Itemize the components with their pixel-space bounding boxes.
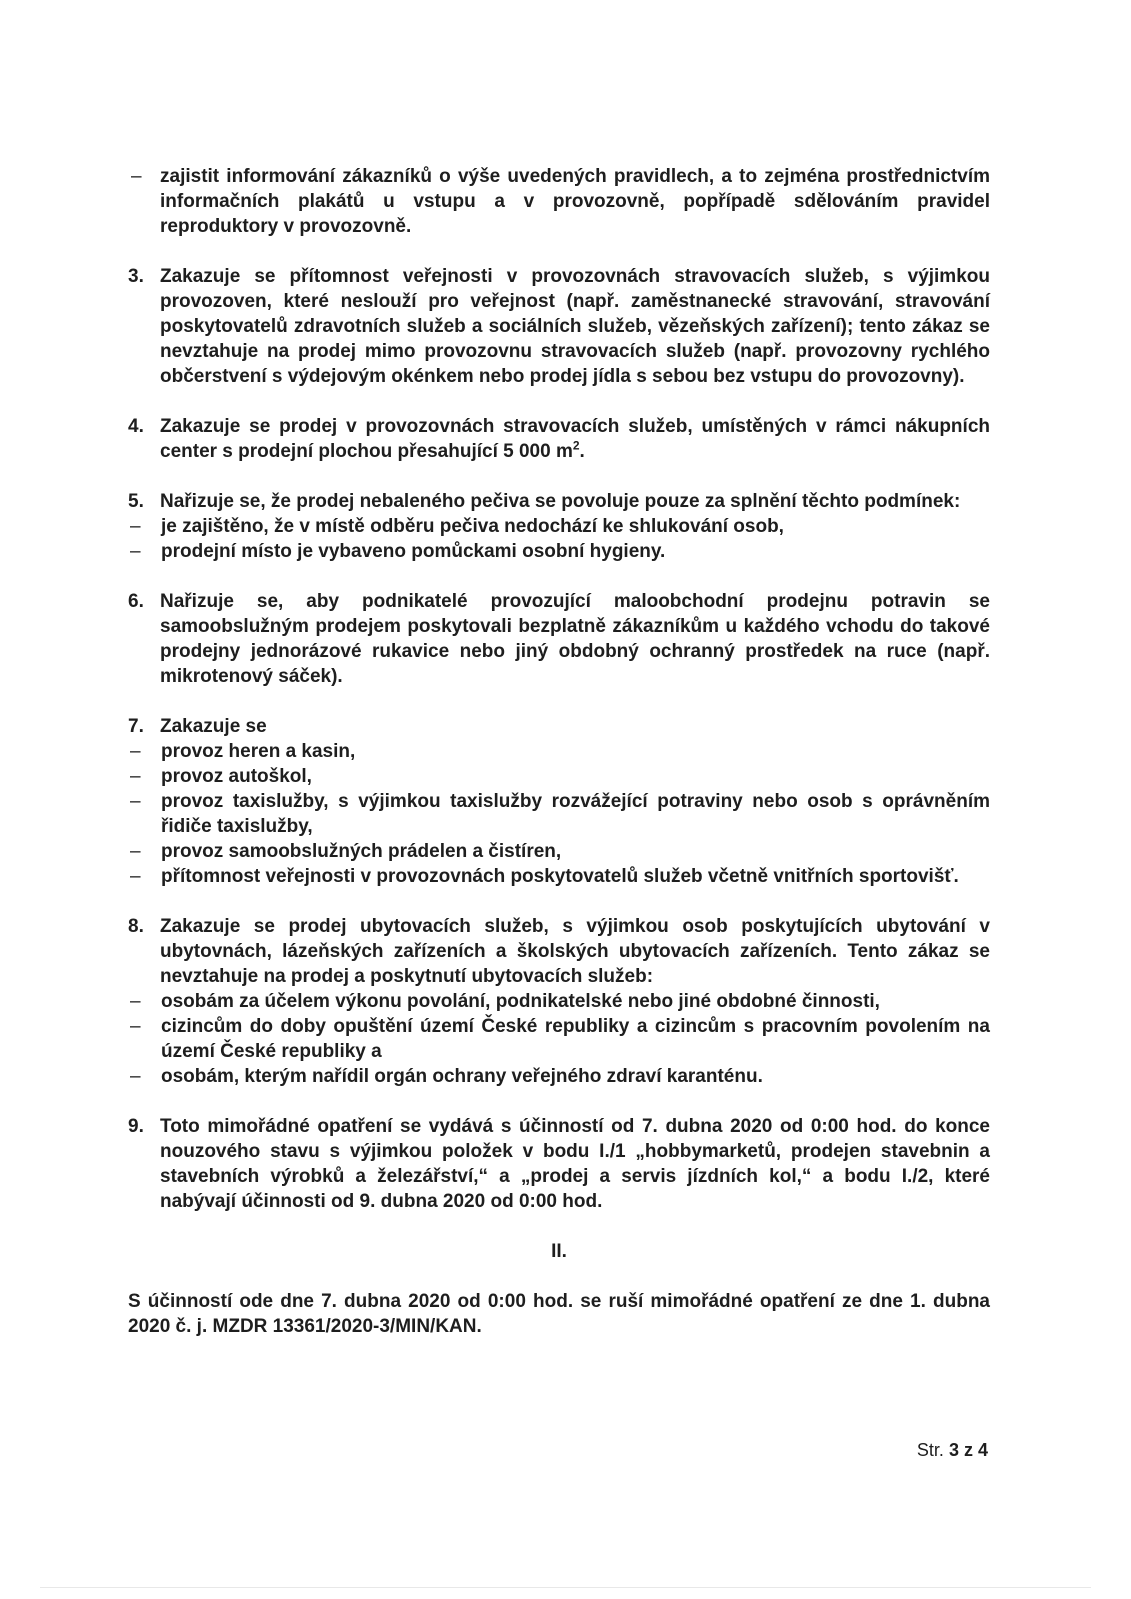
list-item [128,1114,990,1214]
sub-item [128,864,990,889]
dash-marker: – [130,991,141,1012]
section-heading: II. [551,1241,567,1262]
sub-item-text: prodejní místo je vybaveno pomůckami osobní hygieny. [161,541,666,562]
sub-item-text: provoz samoobslužných prádelen a čistíren, [161,841,562,862]
dash-marker: – [130,741,141,762]
page-label: Str. [916,1440,944,1460]
item-number: 7. [128,716,144,737]
dash-marker: – [130,841,141,862]
sub-item-text: přítomnost veřejnosti v provozovnách poskytovatelů služeb včetně vnitřních sportovišť. [161,866,959,887]
sub-item-text: provoz autoškol, [161,766,312,787]
dash-marker: – [131,166,142,187]
item-text: Nařizuje se, že prodej nebaleného pečiva se povoluje pouze za splnění těchto podmínek: [160,491,961,512]
sub-item [128,739,990,764]
item-text: Zakazuje se prodej v provozovnách stravovacích služeb, umístěných v rámci nákupních center s prodejní plochou přesahující 5 000 $m^2$. [160,416,990,462]
sub-item-text: cizincům do doby opuštění území České republiky a cizincům s pracovním povolením na území České republiky a [161,1016,990,1062]
dash-marker: – [130,1066,141,1087]
item-text: Zakazuje se prodej ubytovacích služeb, s výjimkou osob poskytujících ubytování v ubytovnách, lázeňských zařízeních a školských ubytovacích zařízeních. Tento zákaz se nevztahuje na prodej a poskytnutí ubytovacích služeb: [160,916,990,987]
sub-item-text: osobám, kterým nařídil orgán ochrany veřejného zdraví karanténu. [161,1066,763,1087]
item-text: Zakazuje se [160,716,267,737]
dash-marker: – [130,766,141,787]
item-text: Toto mimořádné opatření se vydává s účinností od 7. dubna 2020 od 0:00 hod. do konce nouzového stavu s výjimkou položek v bodu I./1 „hobbymarketů, prodejen stavebnin a stavebních výrobků a železářství,“ a „prodej a servis jízdních kol,“ a bodu I./2, které nabývají účinnosti od 9. dubna 2020 od 0:00 hod. [160,1116,990,1212]
sub-item-text: provoz heren a kasin, [161,741,356,762]
page-edge-divider [40,1587,1091,1588]
item-text: Nařizuje se, aby podnikatelé provozující maloobchodní prodejnu potravin se samoobslužným prodejem poskytovali bezplatně zákazníkům u každého vchodu do takové prodejny jednorázové rukavice nebo jiný obdobný ochranný prostředek na ruce (např. mikrotenový sáček). [160,591,990,687]
sub-item [128,989,990,1014]
dash-marker: – [130,1016,141,1037]
section-text: S účinností ode dne 7. dubna 2020 od 0:00 hod. se ruší mimořádné opatření ze dne 1. dubna 2020 č. j. MZDR 13361/2020-3/MIN/KAN. [128,1291,990,1337]
sub-item-text: je zajištěno, že v místě odběru pečiva nedochází ke shlukování osob, [161,516,784,537]
dash-marker: – [130,541,141,562]
item-number: 3. [128,266,144,287]
item-number: 8. [128,916,144,937]
item-number: 5. [128,491,144,512]
sub-item [128,839,990,864]
intro-bullet [128,164,990,239]
sub-item [128,1064,990,1089]
list-item [128,489,990,514]
superscript: 2 [572,438,580,453]
dash-marker: – [130,791,141,812]
document-body [128,164,990,1339]
item-number: 9. [128,1116,144,1137]
item-text: Zakazuje se přítomnost veřejnosti v provozovnách stravovacích služeb, s výjimkou provozoven, které neslouží pro veřejnost (např. zaměstnanecké stravování, stravování poskytovatelů zdravotních služeb a sociálních služeb, vězeňských zařízení); tento zákaz se nevztahuje na prodej mimo provozovnu stravovacích služeb (např. provozovny rychlého občerstvení s výdejovým okénkem nebo prodej jídla s sebou bez vstupu do provozovny). [160,266,990,387]
page-separator: z [963,1440,973,1460]
list-item [128,414,990,464]
intro-bullet-text: zajistit informování zákazníků o výše uvedených pravidlech, a to zejména prostřednictvím informačních plakátů u vstupu a v provozovně, popřípadě sdělováním pravidel reproduktory v provozovně. [160,166,990,237]
item-number: 6. [128,591,144,612]
sub-item [128,789,990,839]
list-item [128,914,990,989]
list-item [128,589,990,689]
sub-item [128,1014,990,1064]
dash-marker: – [130,516,141,537]
sub-item [128,764,990,789]
sub-item [128,539,990,564]
list-item [128,264,990,389]
sub-item-text: osobám za účelem výkonu povolání, podnikatelské nebo jiné obdobné činnosti, [161,991,880,1012]
current-page: 3 [948,1440,959,1460]
total-pages: 4 [977,1440,988,1460]
sub-item [128,514,990,539]
sub-item-text: provoz taxislužby, s výjimkou taxislužby rozvážející potraviny nebo osob s oprávněním řidiče taxislužby, [161,791,990,837]
dash-marker: – [130,866,141,887]
item-number: 4. [128,416,144,437]
list-item [128,714,990,739]
page-number [917,1440,988,1461]
